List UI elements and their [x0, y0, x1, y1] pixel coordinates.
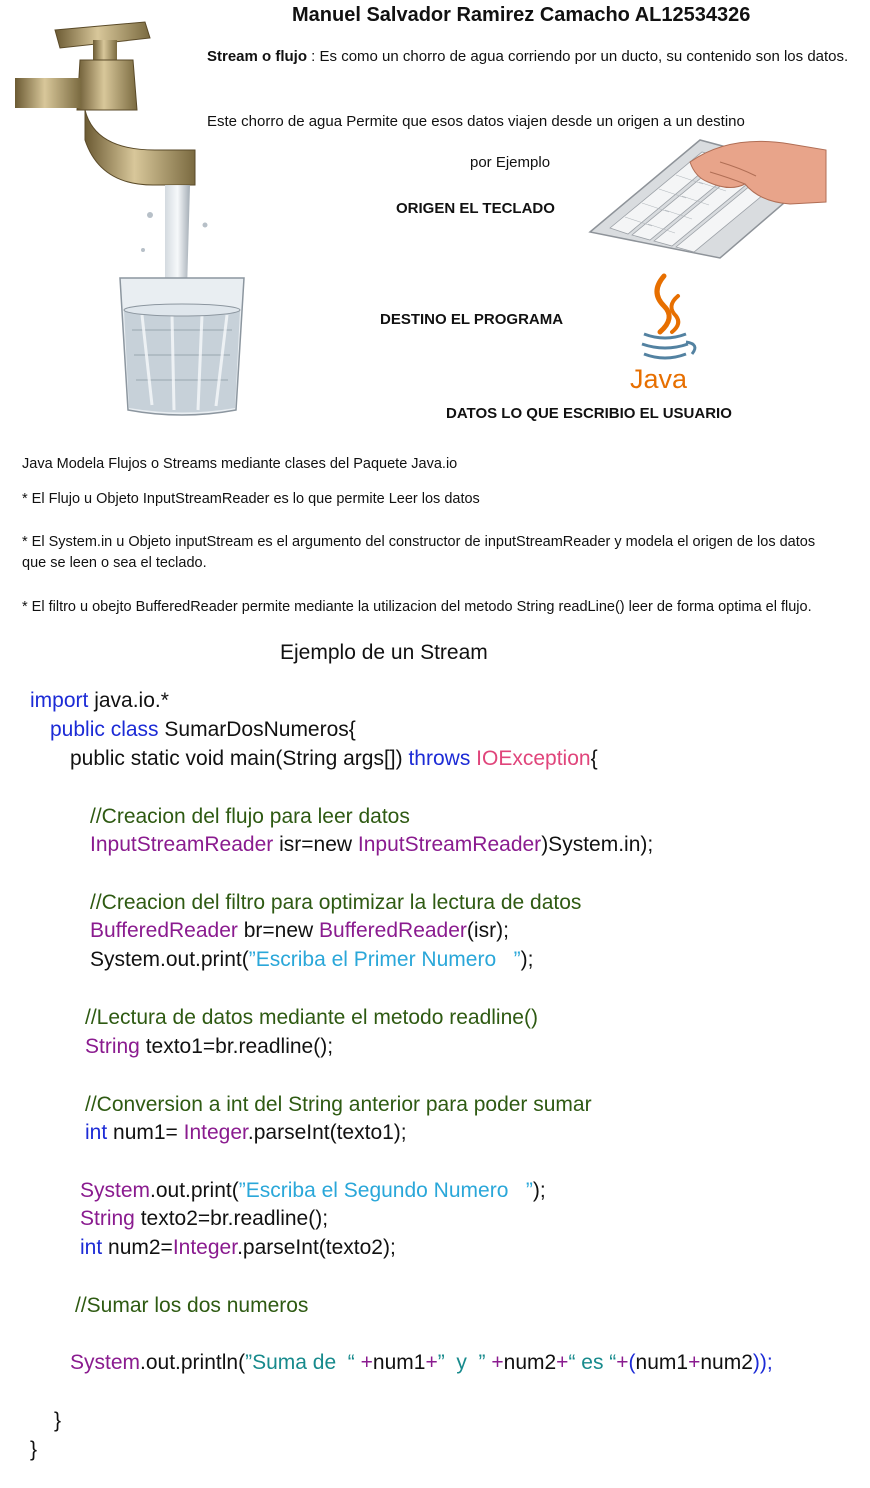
page-title: Manuel Salvador Ramirez Camacho AL12534326	[292, 4, 751, 26]
example-heading: Ejemplo de un Stream	[280, 641, 488, 664]
code-class: System	[70, 1351, 141, 1374]
explanation-paragraph-1: Java Modela Flujos o Streams mediante clases del Paquete Java.io	[22, 456, 458, 472]
code-text: {	[590, 747, 598, 770]
example-label: por Ejemplo	[470, 154, 551, 171]
code-text: .out.print(	[150, 1179, 239, 1202]
code-keyword: public class	[50, 718, 159, 741]
glass-of-water-icon	[112, 270, 252, 420]
code-line	[90, 945, 533, 974]
code-string: ”Escriba el Primer Numero ”	[248, 948, 521, 971]
code-text: (isr);	[466, 919, 509, 942]
code-text: num2=	[102, 1236, 173, 1259]
code-text: num1=	[107, 1121, 184, 1144]
code-closing-brace: }	[54, 1409, 62, 1432]
code-line	[90, 830, 653, 859]
code-class: IOException	[476, 747, 591, 770]
code-line	[50, 715, 356, 744]
code-keyword: int	[80, 1236, 103, 1259]
stream-definition	[207, 46, 857, 67]
code-operator: +	[688, 1351, 701, 1374]
origin-label: ORIGEN EL TECLADO	[396, 200, 555, 217]
code-string: ”Escriba el Segundo Numero ”	[238, 1179, 533, 1202]
destination-label: DESTINO EL PROGRAMA	[380, 311, 564, 328]
code-string: ” y ”	[437, 1351, 486, 1374]
code-line	[30, 686, 169, 715]
code-comment: //Sumar los dos numeros	[75, 1294, 309, 1317]
code-closing-brace: }	[30, 1438, 38, 1461]
code-class: InputStreamReader	[90, 833, 274, 856]
stream-definition-text: : Es como un chorro de agua corriendo por un ducto, su contenido son los datos.	[307, 48, 849, 65]
code-text: .out.println(	[140, 1351, 246, 1374]
code-text: public static void main(String args[])	[70, 747, 409, 770]
code-line	[90, 916, 509, 945]
code-class: BufferedReader	[319, 919, 467, 942]
code-comment: //Creacion del flujo para leer datos	[90, 805, 410, 828]
code-line	[80, 1233, 396, 1262]
code-keyword: import	[30, 689, 89, 712]
code-text: num1	[635, 1351, 689, 1374]
code-text: .parseInt(texto1);	[247, 1121, 407, 1144]
code-operator: +	[556, 1351, 569, 1374]
code-keyword: throws	[408, 747, 471, 770]
code-operator: +	[616, 1351, 629, 1374]
svg-text:Java: Java	[630, 364, 688, 394]
code-text: );	[532, 1179, 546, 1202]
explanation-paragraph-2: * El Flujo u Objeto InputStreamReader es lo que permite Leer los datos	[22, 491, 480, 507]
data-label: DATOS LO QUE ESCRIBIO EL USUARIO	[446, 405, 732, 422]
code-class: String	[80, 1207, 135, 1230]
code-comment: //Conversion a int del String anterior para poder sumar	[85, 1093, 592, 1116]
code-line	[80, 1204, 328, 1233]
code-text: isr=new	[273, 833, 358, 856]
code-paren: ));	[752, 1351, 773, 1374]
code-class: InputStreamReader	[357, 833, 542, 856]
code-class: Integer	[183, 1121, 248, 1144]
code-line	[85, 1032, 333, 1061]
code-text: );	[520, 948, 534, 971]
code-string: ”Suma de “	[245, 1351, 355, 1374]
code-text: )System.in);	[541, 833, 654, 856]
code-keyword: int	[85, 1121, 108, 1144]
code-operator: +	[485, 1351, 504, 1374]
code-text: .parseInt(texto2);	[237, 1236, 396, 1259]
code-operator: +	[425, 1351, 438, 1374]
code-paren: (	[628, 1351, 636, 1374]
explanation-paragraph-4: * El filtro u obejto BufferedReader permite mediante la utilizacion del metodo String readLine() leer de forma optima el flujo.	[22, 599, 812, 615]
code-text: br=new	[237, 919, 320, 942]
keyboard-icon	[580, 132, 828, 260]
code-text: texto2=br.readline();	[134, 1207, 329, 1230]
code-class: BufferedReader	[90, 919, 238, 942]
code-line	[85, 1118, 407, 1147]
code-comment: //Creacion del filtro para optimizar la lectura de datos	[90, 891, 582, 914]
code-line	[70, 744, 598, 773]
code-line	[80, 1176, 546, 1205]
java-logo-icon	[620, 272, 710, 397]
code-operator: +	[354, 1351, 373, 1374]
code-text: num2	[503, 1351, 557, 1374]
explanation-paragraph-3: * El System.in u Objeto inputStream es el argumento del constructor de inputStreamReader y modela el origen de los datos que se leen o sea el teclado.	[22, 534, 816, 571]
code-class: Integer	[172, 1236, 238, 1259]
code-text: num1	[372, 1351, 426, 1374]
code-text: SumarDosNumeros{	[158, 718, 356, 741]
code-text: num2	[700, 1351, 753, 1374]
code-comment: //Lectura de datos mediante el metodo readline()	[85, 1006, 538, 1029]
stream-travel-text: Este chorro de agua Permite que esos datos viajen desde un origen a un destino	[207, 113, 745, 130]
code-class: String	[85, 1035, 140, 1058]
stream-term: Stream o flujo	[207, 48, 308, 65]
code-string: “ es “	[568, 1351, 617, 1374]
code-class: System	[80, 1179, 151, 1202]
code-line	[70, 1348, 773, 1377]
code-text: texto1=br.readline();	[139, 1035, 334, 1058]
code-text: java.io.*	[88, 689, 169, 712]
code-text: System.out.print(	[90, 948, 249, 971]
